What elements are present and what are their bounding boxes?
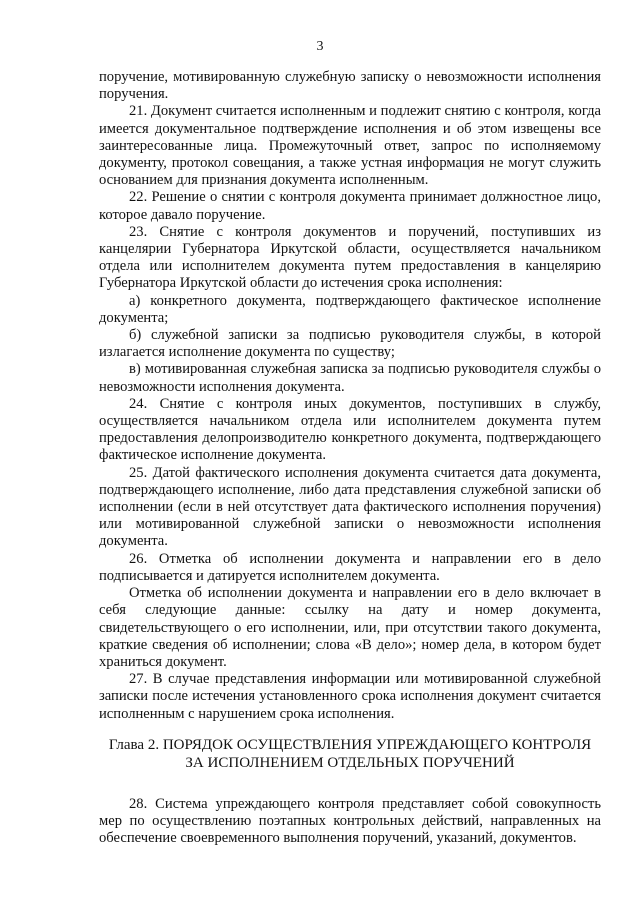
paragraph-p26: 26. Отметка об исполнении документа и направлении его в дело подписывается и датируется исполнителем документа. <box>99 550 601 584</box>
paragraph-p23b: б) служебной записки за подписью руководителя службы, в которой излагается исполнение документа по существу; <box>99 327 601 361</box>
paragraph-p25: 25. Датой фактического исполнения документа считается дата документа, подтверждающего исполнение, либо дата представления служебной записки об исполнении (если в ней отсутствует дата фактического исполнения поручения) или мотивированной служебной записки о невозможности исполнения документа. <box>99 464 601 550</box>
page-number: 3 <box>316 39 324 54</box>
paragraph-p21: 21. Документ считается исполненным и подлежит снятию с контроля, когда имеется документальное подтверждение исполнения и об этом извещены все заинтересованные лица. Промежуточный ответ, запрос по исполняемому документу, протокол совещания, а также устная информация не могут служить основанием для признания документа исполненным. <box>99 103 601 189</box>
paragraphs-top <box>99 69 601 723</box>
paragraph-p23: 23. Снятие с контроля документов и поручений, поступивших из канцелярии Губернатора Иркутской области, осуществляется начальником отдела или исполнителем документа путем предоставления в канцелярию Губернатора Иркутской области до истечения срока исполнения: <box>99 223 601 292</box>
chapter-heading <box>99 736 601 772</box>
chapter-heading-line-2: ЗА ИСПОЛНЕНИЕМ ОТДЕЛЬНЫХ ПОРУЧЕНИЙ <box>185 754 515 771</box>
paragraph-p24: 24. Снятие с контроля иных документов, поступивших в службу, осуществляется начальником отдела или исполнителем документа путем предоставления делопроизводителю конкретного документа, подтверждающего фактическое исполнение документа. <box>99 395 601 464</box>
paragraph-p28: 28. Система упреждающего контроля представляет собой совокупность мер по осуществлению поэтапных контрольных действий, направленных на обеспечение своевременного выполнения поручений, указаний, документов. <box>99 795 601 847</box>
paragraph-p22: 22. Решение о снятии с контроля документа принимает должностное лицо, которое давало поручение. <box>99 189 601 223</box>
paragraphs-bottom <box>99 796 601 848</box>
paragraph-p23c: в) мотивированная служебная записка за подписью руководителя службы о невозможности исполнения документа. <box>99 361 601 395</box>
chapter-heading-line-1: Глава 2. ПОРЯДОК ОСУЩЕСТВЛЕНИЯ УПРЕЖДАЮЩЕГО КОНТРОЛЯ <box>108 736 592 753</box>
paragraph-p23a: а) конкретного документа, подтверждающего фактическое исполнение документа; <box>99 292 601 326</box>
paragraph-p-cont: поручение, мотивированную служебную записку о невозможности исполнения поручения. <box>99 69 601 103</box>
paragraph-p27: 27. В случае представления информации или мотивированной служебной записки после истечения установленного срока исполнения документ считается исполненным с нарушением срока исполнения. <box>99 671 601 722</box>
document-body <box>99 69 601 847</box>
paragraph-p26b: Отметка об исполнении документа и направлении его в дело включает в себя следующие данные: ссылку на дату и номер документа, свидетельствующего о его исполнении, или, при отсутствии такого документа, краткие сведения об исполнении; слова «В дело»; номер дела, в котором будет храниться документ. <box>99 585 601 670</box>
